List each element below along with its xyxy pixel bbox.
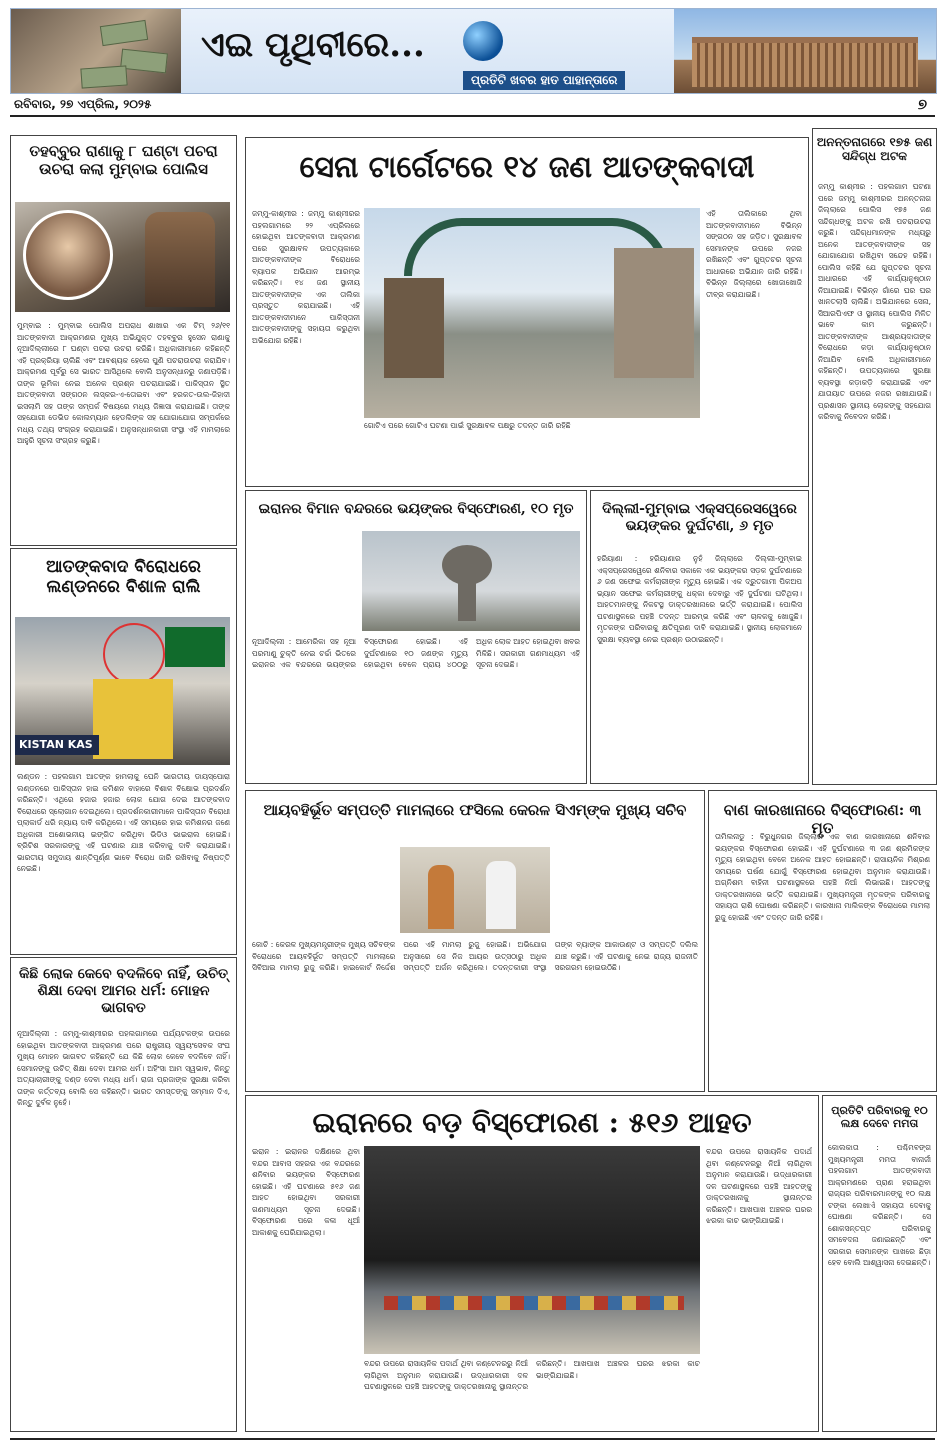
story-headline: ପ୍ରତିଟି ପରିବାରକୁ ୧୦ ଲକ୍ଷ ଦେବେ ମମତା xyxy=(831,1104,928,1131)
masthead-tagline: ପ୍ରତିଟି ଖବର ହାତ ପାହାନ୍ତାରେ xyxy=(463,71,625,90)
army-checkpoint-photo xyxy=(364,208,700,418)
bottom-rule xyxy=(10,1438,935,1440)
protest-london-photo xyxy=(15,617,230,765)
globe-icon xyxy=(463,21,503,61)
story-body: କୋଲକାତା : ପଶ୍ଚିମବଙ୍ଗ ମୁଖ୍ୟମନ୍ତ୍ରୀ ମମତା ବାନାର୍ଜୀ ପହଲଗାମ ଆତଙ୍କବାଦୀ ଆକ୍ରମଣରେ ପ୍ରାଣ ହରାଇଥିବା ରାଜ୍ୟର ପରିବାରମାନଙ୍କୁ ୧୦ ଲକ୍ଷ ଟଙ୍କା ଲେଖାଏଁ ସହାୟତା ଦେବାକୁ ଘୋଷଣା କରିଛନ୍ତି। ସେ ଶୋକସନ୍ତପ୍ତ ପରିବାରକୁ ସମବେଦନା ଜଣାଇଛନ୍ତି ଏବଂ ସରକାର ସେମାନଙ୍କ ପାଖରେ ଛିଡ଼ା ହେବ ବୋଲି ଆଶ୍ୱାସନା ଦେଇଛନ୍ତି। xyxy=(828,1143,931,1267)
officials-meeting-photo xyxy=(400,847,550,933)
dateline xyxy=(10,95,935,117)
story-body-left: ଜମ୍ମୁ-କାଶ୍ମୀର : ଜମ୍ମୁ କାଶ୍ମୀରର ପହଲଗାମରେ ୨୨ ଏପ୍ରିଲରେ ହୋଇଥିବା ଆତଙ୍କବାଦୀ ଆକ୍ରମଣ ପରେ ସୁରକ୍ଷାବଳ ଉପତ୍ୟକାରେ ଆତଙ୍କବାଦୀଙ୍କ ବିରୋଧରେ ବ୍ୟାପକ ଅଭିଯାନ ଆରମ୍ଭ କରିଛନ୍ତି। ୧୪ ଜଣ ସ୍ଥାନୀୟ ଆତଙ୍କବାଦୀଙ୍କ ଏକ ତାଲିକା ପ୍ରସ୍ତୁତ କରାଯାଇଛି। ଏହି ଆତଙ୍କବାଦୀମାନେ ପାକିସ୍ତାନୀ ଆତଙ୍କବାଦୀଙ୍କୁ ସହାୟତା କରୁଥିବା ଅଭିଯୋଗ ରହିଛି। xyxy=(252,209,360,345)
story-body-right: ବନ୍ଦର ଉପରେ ରାସାୟନିକ ପଦାର୍ଥ ଥିବା କଣ୍ଟେନରରୁ ନିଆଁ ଲାଗିଥିବା ଅନୁମାନ କରାଯାଉଛି। ଉଦ୍ଧାରକାରୀ ଦଳ ଘଟଣାସ୍ଥଳରେ ପହଞ୍ଚି ଆହତଙ୍କୁ ଡାକ୍ତରଖାନାକୁ ସ୍ଥାନାନ୍ତର କରିଛନ୍ତି। ଆଖପାଖ ଅଞ୍ଚଳର ଘରର ଝରକା କାଚ ଭାଙ୍ଗିଯାଇଛି। xyxy=(706,1147,812,1225)
story-body-left: ଇରାନ : ଇରାନର ଦକ୍ଷିଣରେ ଥିବା ବନ୍ଦର ଆବାସ ସହରର ଏକ ବନ୍ଦରରେ ଶନିବାର ଭୟଙ୍କର ବିସ୍ଫୋରଣ ହୋଇଛି। ଏହି ଘଟଣାରେ ୫୧୬ ଜଣ ଆହତ ହୋଇଥିବା ସରକାରୀ ଗଣମାଧ୍ୟମ ସୂଚନା ଦେଇଛି। ବିସ୍ଫୋରଣ ପରେ କଳା ଧୂଆଁ ଆକାଶକୁ ଘେରିଯାଇଥିଲା। xyxy=(252,1147,360,1237)
story-iran-airport xyxy=(245,490,587,784)
story-headline: କିଛି ଲୋକ କେବେ ବଦଳିବେ ନାହିଁ, ଉଚିତ୍ ଶିକ୍ଷା ଦେବା ଆମର ଧର୍ମ: ମୋହନ ଭାଗବତ xyxy=(18,966,229,1016)
story-sena xyxy=(245,137,809,487)
story-anantnag xyxy=(812,128,937,785)
story-body-caption-block: ବନ୍ଦର ଉପରେ ରାସାୟନିକ ପଦାର୍ଥ ଥିବା କଣ୍ଟେନରରୁ ନିଆଁ ଲାଗିଥିବା ଅନୁମାନ କରାଯାଉଛି। ଉଦ୍ଧାରକାରୀ ଦଳ ଘଟଣାସ୍ଥଳରେ ପହଞ୍ଚି ଆହତଙ୍କୁ ଡାକ୍ତରଖାନାକୁ ସ୍ଥାନାନ୍ତର କରିଛନ୍ତି। ଆଖପାଖ ଅଞ୍ଚଳର ଘରର ଝରକା କାଚ ଭାଙ୍ଗିଯାଇଛି। xyxy=(364,1359,700,1391)
page-number: ୭ xyxy=(917,95,927,113)
story-kerala xyxy=(245,790,705,1092)
story-rana xyxy=(10,135,237,546)
story-iran-blast xyxy=(245,1095,819,1432)
story-body: ନୂଆଦିଲ୍ଲୀ : ଜମ୍ମୁ-କାଶ୍ମୀରର ପହଲଗାମରେ ପର୍ଯ୍ୟଟକଙ୍କ ଉପରେ ହୋଇଥିବା ଆତଙ୍କବାଦୀ ଆକ୍ରମଣ ପରେ ରାଷ୍ଟ୍ରୀୟ ସ୍ୱୟଂସେବକ ସଂଘ ମୁଖ୍ୟ ମୋହନ ଭାଗବତ କହିଛନ୍ତି ଯେ କିଛି ଲୋକ କେବେ ବଦଳିବେ ନାହିଁ। ସେମାନଙ୍କୁ ଉଚିତ୍ ଶିକ୍ଷା ଦେବା ଆମର ଧର୍ମ। ଅହିଂସା ଆମ ସ୍ୱଭାବ, କିନ୍ତୁ ଅତ୍ୟାଚାରୀଙ୍କୁ ଦଣ୍ଡ ଦେବା ମଧ୍ୟ ଧର୍ମ। ରାଜା ପ୍ରଜାଙ୍କ ସୁରକ୍ଷା କରିବା ତାଙ୍କ କର୍ତ୍ତବ୍ୟ ବୋଲି ସେ କହିଛନ୍ତି। ଭାରତ ସମସ୍ତଙ୍କୁ ସମ୍ମାନ ଦିଏ, କିନ୍ତୁ ଦୁର୍ବଳ ନୁହେଁ। xyxy=(17,1029,230,1107)
story-headline: ବାଣ କାରଖାନାରେ ବିସ୍ଫୋରଣ: ୩ ମୃତ xyxy=(723,801,922,837)
story-headline: ଇରାନର ବିମାନ ବନ୍ଦରରେ ଭୟଙ୍କର ବିସ୍ଫୋରଣ, ୧୦ ମୃତ xyxy=(258,501,574,517)
currency-notes-photo xyxy=(11,9,181,93)
story-london xyxy=(10,548,237,955)
parliament-building-photo xyxy=(674,9,936,93)
story-body-right: ଏହି ତାଲିକାରେ ଥିବା ଆତଙ୍କବାଦୀମାନେ ବିଭିନ୍ନ ସଙ୍ଗଠନ ସହ ଜଡ଼ିତ। ସୁରକ୍ଷାବଳ ସେମାନଙ୍କ ଉପରେ ନଜର ରଖିଛନ୍ତି ଏବଂ ଗୁପ୍ତଚର ସୂଚନା ଆଧାରରେ ଅଭିଯାନ ଜାରି ରହିଛି। ବିଭିନ୍ନ ଜିଲ୍ଲାରେ ଖୋଜାଖୋଜି ତୀବ୍ର କରାଯାଇଛି। xyxy=(706,209,802,299)
story-factory xyxy=(708,790,937,1092)
story-headline: ଅନନ୍ତନାଗରେ ୧୭୫ ଜଣ ସନ୍ଦିଗ୍ଧ ଅଟକ xyxy=(816,135,933,164)
explosion-smoke-photo xyxy=(362,531,580,631)
story-mamata xyxy=(822,1095,937,1432)
photo-caption: ଗୋଟିଏ ପରେ ଗୋଟିଏ ଘଟଣା ପାଇଁ ସୁରକ୍ଷାବଳ ପକ୍ଷରୁ ତଦନ୍ତ ଜାରି ରହିଛି xyxy=(364,421,571,430)
story-bhagwat xyxy=(10,957,237,1432)
story-body: ନୂଆଦିଲ୍ଲୀ : ଆମେରିକା ସହ ନୂଆ ପରମାଣୁ ଚୁକ୍ତି ନେଇ ଚର୍ଚ୍ଚା ଭିତରେ ଇରାନର ଏକ ବନ୍ଦରରେ ଭୟଙ୍କର ବିସ୍ଫୋରଣ ହୋଇଛି। ଏହି ଦୁର୍ଘଟଣାରେ ୧୦ ଜଣଙ୍କ ମୃତ୍ୟୁ ହୋଇଥିବା ବେଳେ ପ୍ରାୟ ୪୦୦ରୁ ଅଧିକ ଲୋକ ଆହତ ହୋଇଥିବା ଖବର ମିଳିଛି। ସରକାରୀ ଗଣମାଧ୍ୟମ ଏହି ସୂଚନା ଦେଇଛି। xyxy=(252,637,580,669)
story-headline: ଆତଙ୍କବାଦ ବିରୋଧରେ ଲଣ୍ଡନରେ ବିଶାଳ ରାଲି xyxy=(46,557,201,598)
story-headline: ଇରାନରେ ବଡ଼ ବିସ୍ଫୋରଣ : ୫୧୬ ଆହତ xyxy=(312,1106,752,1139)
masthead-title: ଏଇ ପୃଥିବୀରେ... xyxy=(201,25,425,65)
protest-sign-text: KISTAN KAS xyxy=(15,735,99,755)
story-expressway xyxy=(590,490,809,784)
story-headline: ଆୟବହିର୍ଭୂତ ସମ୍ପତ୍ତି ମାମଲାରେ ଫସିଲେ କେରଳ ସିଏମ୍‌ଙ୍କ ମୁଖ୍ୟ ସଚିବ xyxy=(263,801,687,819)
masthead xyxy=(10,8,937,94)
story-headline: ସେନା ଟାର୍ଗେଟରେ ୧୪ ଜଣ ଆତଙ୍କବାଦୀ xyxy=(299,150,755,185)
story-body: ମୁମ୍ବାଇ : ମୁମ୍ବାଇ ପୋଲିସ ଅପରାଧ ଶାଖାର ଏକ ଟିମ୍ ୨୬/୧୧ ଆତଙ୍କବାଦୀ ଆକ୍ରମଣର ମୁଖ୍ୟ ଅଭିଯୁକ୍ତ ତହବ୍ବୁର ହୁସେନ ରାଣାକୁ ନୂଆଦିଲ୍ଲୀରେ ୮ ଘଣ୍ଟା ପଚରା ଉଚରା କରିଛି। ଅଧିକାରୀମାନେ କହିଛନ୍ତି ଏହି ପ୍ରକ୍ରିୟା ଚାଲିଛି ଏବଂ ଆବଶ୍ୟକ ହେଲେ ପୁଣି ପଚରାଉଚରା କରାଯିବ। ଆକ୍ରମଣ ପୂର୍ବରୁ ସେ ଭାରତ ଆସିଥିଲେ ବୋଲି ଅନୁସନ୍ଧାନରୁ ଜଣାପଡ଼ିଛି। ତାଙ୍କ ଭୂମିକା ନେଇ ଅନେକ ପ୍ରଶ୍ନ ପଚରାଯାଇଛି। ପାକିସ୍ତାନ ସ୍ଥିତ ଆତଙ୍କବାଦୀ ସଙ୍ଗଠନ ଲସ୍କର-ଏ-ତୋଇବା ଏବଂ ହରକତ-ଉଲ-ଜିହାଦୀ ଇସଲାମି ସହ ତାଙ୍କ ସମ୍ପର୍କ ବିଷୟରେ ମଧ୍ୟ ଜିଜ୍ଞାସା କରାଯାଇଛି। ତାଙ୍କ ସହଯୋଗୀ ଡେଭିଡ କୋଲମ୍ୟାନ ହେଡଲିଙ୍କ ସହ ଯୋଗାଯୋଗ ସମ୍ପର୍କରେ ମଧ୍ୟ ତଥ୍ୟ ସଂଗ୍ରହ କରାଯାଇଛି। ଅନୁସନ୍ଧାନକାରୀ ସଂସ୍ଥା ଏହି ମାମଲାରେ ଆହୁରି ସୂଚନା ସଂଗ୍ରହ କରୁଛି। xyxy=(17,321,230,445)
story-body: ଜମ୍ମୁ କାଶ୍ମୀର : ପହଲଗାମ ଘଟଣା ପରେ ଜମ୍ମୁ କାଶ୍ମୀରର ଅନନ୍ତନାଗ ଜିଲ୍ଲାରେ ପୋଲିସ ୧୭୫ ଜଣ ସନ୍ଦିଗ୍ଧଙ୍କୁ ଅଟକ ରଖି ପଚରାଉଚରା କରୁଛି। ସନ୍ଦିଗ୍ଧମାନଙ୍କ ମଧ୍ୟରୁ ଅନେକ ଆତଙ୍କବାଦୀଙ୍କ ସହ ଯୋଗାଯୋଗ ରଖିଥିବା ସନ୍ଦେହ ରହିଛି। ପୋଲିସ କହିଛି ଯେ ଗୁପ୍ତଚର ସୂଚନା ଆଧାରରେ ଏହି କାର୍ଯ୍ୟାନୁଷ୍ଠାନ ନିଆଯାଇଛି। ବିଭିନ୍ନ ଗାଁରେ ଘର ଘର ଖାନତଲାସି ଚାଲିଛି। ଅଭିଯାନରେ ସେନା, ସିଆରପିଏଫ ଓ ସ୍ଥାନୀୟ ପୋଲିସ ମିଳିତ ଭାବେ କାମ କରୁଛନ୍ତି। ଆତଙ୍କବାଦୀଙ୍କ ଆଶ୍ରୟଦାତାଙ୍କ ବିରୋଧରେ କଡ଼ା କାର୍ଯ୍ୟାନୁଷ୍ଠାନ ନିଆଯିବ ବୋଲି ଅଧିକାରୀମାନେ କହିଛନ୍ତି। ଉପତ୍ୟକାରେ ସୁରକ୍ଷା ବ୍ୟବସ୍ଥା କଡ଼ାକଡ଼ି କରାଯାଇଛି ଏବଂ ଯାତାୟାତ ଉପରେ ନଜର ରଖାଯାଉଛି। ପ୍ରଶାସନ ସ୍ଥାନୀୟ ଲୋକଙ୍କୁ ସହଯୋଗ କରିବାକୁ ନିବେଦନ କରିଛି। xyxy=(818,182,931,421)
story-headline: ଦିଲ୍ଲୀ-ମୁମ୍ବାଇ ଏକ୍ସପ୍ରେସୱେରେ ଭୟଙ୍କର ଦୁର୍ଘଟଣା, ୬ ମୃତ xyxy=(602,501,797,534)
story-body: ଲଣ୍ଡନ : ପହଲଗାମ ଆତଙ୍କ ହାମଲାକୁ ଘେନି ଭାରତୀୟ ଡାୟସ୍ପୋରା ଲଣ୍ଡନରେ ପାକିସ୍ତାନ ହାଇ କମିଶନ ବାହାରେ ବିଶାଳ ବିକ୍ଷୋଭ ପ୍ରଦର୍ଶନ କରିଛନ୍ତି। ଏଥିରେ ହଜାର ହଜାର ଲୋକ ଯୋଗ ଦେଇ ଆତଙ୍କବାଦ ବିରୋଧରେ ସ୍ଲୋଗାନ ଦେଇଥିଲେ। ପ୍ରଦର୍ଶନକାରୀମାନେ ପାକିସ୍ତାନ ବିରୋଧୀ ପ୍ଲାକାର୍ଡ ଧରି ନ୍ୟାୟ ଦାବି କରିଥିଲେ। ଏହି ସମୟରେ ହାଇ କମିଶନର ଜଣେ ଅଧିକାରୀ ଅଶୋଭନୀୟ ଇଙ୍ଗିତ କରିଥିବା ଭିଡିଓ ଭାଇରାଲ ହୋଇଛି। ବ୍ରିଟିଶ ସରକାରଙ୍କୁ ଏହି ଘଟଣାର ଯାଞ୍ଚ କରିବାକୁ ଦାବି କରାଯାଇଛି। ଭାରତୀୟ ସମୁଦାୟ ଶାନ୍ତିପୂର୍ଣ୍ଣ ଭାବେ ବିରୋଧ ଜାରି ରଖିବାକୁ ନିଷ୍ପତ୍ତି ନେଇଛି। xyxy=(17,772,230,873)
rana-portrait-photo xyxy=(15,202,230,312)
story-body: କୋଚି : କେରଳ ମୁଖ୍ୟମନ୍ତ୍ରୀଙ୍କ ମୁଖ୍ୟ ସଚିବଙ୍କ ବିରୋଧରେ ଆୟବହିର୍ଭୂତ ସମ୍ପତ୍ତି ମାମଲାରେ ସିବିଆଇ ମାମଲା ରୁଜୁ କରିଛି। ହାଇକୋର୍ଟ ନିର୍ଦ୍ଦେଶ ପରେ ଏହି ମାମଲା ରୁଜୁ ହୋଇଛି। ଅଭିଯୋଗ ଅନୁସାରେ ସେ ନିଜ ଆୟର ଉତ୍ସଠାରୁ ଅଧିକ ସମ୍ପତ୍ତି ଅର୍ଜନ କରିଥିଲେ। ତଦନ୍ତକାରୀ ସଂସ୍ଥା ତାଙ୍କ ବ୍ୟାଙ୍କ ଆକାଉଣ୍ଟ ଓ ସମ୍ପତ୍ତି ଦଲିଲ ଯାଞ୍ଚ କରୁଛି। ଏହି ଘଟଣାକୁ ନେଇ ରାଜ୍ୟ ରାଜନୀତି ସରଗରମ ହୋଇଉଠିଛି। xyxy=(252,940,698,972)
story-body: ତାମିଲନାଡୁ : ବିରୁଧୁନଗର ଜିଲ୍ଲାର ଏକ ବାଣ କାରଖାନାରେ ଶନିବାର ଭୟଙ୍କର ବିସ୍ଫୋରଣ ହୋଇଛି। ଏହି ଦୁର୍ଘଟଣାରେ ୩ ଜଣ ଶ୍ରମିକଙ୍କ ମୃତ୍ୟୁ ହୋଇଥିବା ବେଳେ ଅନେକ ଆହତ ହୋଇଛନ୍ତି। ରାସାୟନିକ ମିଶ୍ରଣ ସମୟରେ ଘର୍ଷଣ ଯୋଗୁଁ ବିସ୍ଫୋରଣ ହୋଇଥିବା ଅନୁମାନ କରାଯାଉଛି। ଅଗ୍ନିଶମ ବାହିନୀ ଘଟଣାସ୍ଥଳରେ ପହଞ୍ଚି ନିଆଁ ଲିଭାଇଛି। ଆହତଙ୍କୁ ଡାକ୍ତରଖାନାରେ ଭର୍ତ୍ତି କରାଯାଇଛି। ମୁଖ୍ୟମନ୍ତ୍ରୀ ମୃତକଙ୍କ ପରିବାରକୁ ସହାୟତା ରାଶି ଘୋଷଣା କରିଛନ୍ତି। କାରଖାନା ମାଲିକଙ୍କ ବିରୋଧରେ ମାମଲା ରୁଜୁ ହୋଇଛି ଏବଂ ତଦନ୍ତ ଜାରି ରହିଛି। xyxy=(715,832,930,922)
story-headline: ତହବ୍ବୁର ରାଣାକୁ ୮ ଘଣ୍ଟା ପଚରା ଉଚରା କଲା ମୁମ୍ବାଇ ପୋଲିସ xyxy=(29,142,218,178)
story-body: ହରିୟାଣା : ହରିୟାଣାର ନୁହଁ ଜିଲ୍ଲାରେ ଦିଲ୍ଲୀ-ମୁମ୍ବାଇ ଏକ୍ସପ୍ରେସୱେରେ ଶନିବାର ସକାଳେ ଏକ ଭୟଙ୍କର ସଡ଼କ ଦୁର୍ଘଟଣାରେ ୬ ଜଣ ସଫେଇ କର୍ମଚାରୀଙ୍କ ମୃତ୍ୟୁ ହୋଇଛି। ଏକ ଦ୍ରୁତଗାମୀ ପିକଅପ ଭ୍ୟାନ ସଫେଇ କର୍ମଚାରୀଙ୍କୁ ଧକ୍କା ଦେବାରୁ ଏହି ଦୁର୍ଘଟଣା ଘଟିଥିଲା। ଆହତମାନଙ୍କୁ ନିକଟସ୍ଥ ଡାକ୍ତରଖାନାରେ ଭର୍ତ୍ତି କରାଯାଇଛି। ପୋଲିସ ଘଟଣାସ୍ଥଳରେ ପହଞ୍ଚି ତଦନ୍ତ ଆରମ୍ଭ କରିଛି ଏବଂ ଚାଳକକୁ ଖୋଜୁଛି। ମୃତକଙ୍କ ପରିବାରକୁ କ୍ଷତିପୂରଣ ଦାବି କରାଯାଇଛି। ସ୍ଥାନୀୟ ଲୋକମାନେ ସୁରକ୍ଷା ବ୍ୟବସ୍ଥା ନେଇ ପ୍ରଶ୍ନ ଉଠାଇଛନ୍ତି। xyxy=(597,554,802,644)
port-smoke-photo xyxy=(364,1146,700,1354)
issue-date: ରବିବାର, ୨୭ ଏପ୍ରିଲ, ୨୦୨୫ xyxy=(14,97,152,111)
